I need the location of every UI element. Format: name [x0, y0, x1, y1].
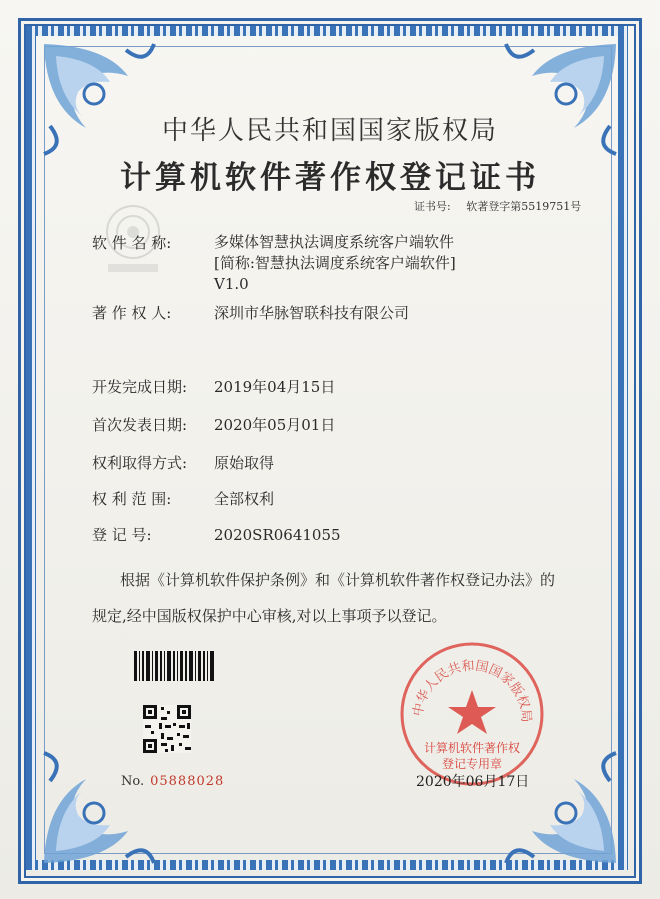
serial-label: No. [121, 774, 145, 789]
certificate-title: 计算机软件著作权登记证书 [120, 160, 540, 196]
rights-scope-value: 全部权利 [214, 490, 275, 508]
svg-text:中华人民共和国国家版权局: 中华人民共和国国家版权局 [410, 658, 534, 723]
owner-label: 著 作 权 人: [92, 304, 172, 322]
issuer-heading: 中华人民共和国国家版权局 [161, 116, 498, 146]
certificate-number [414, 198, 581, 214]
barcode-icon [134, 651, 214, 681]
software-version-line: V1.0 [214, 275, 249, 293]
statement-line: 规定,经中国版权保护中心审核,对以上事项予以登记。 [92, 607, 447, 625]
dev-date-label: 开发完成日期: [92, 378, 188, 396]
serial-value: 05888028 [150, 774, 225, 789]
rights-scope-label: 权 利 范 围: [92, 490, 172, 508]
reg-no-value: 2020SR0641055 [214, 526, 341, 544]
cert-no-value: 软著登字第5519751号 [466, 200, 582, 213]
issue-date: 2020年06月17日 [416, 774, 530, 790]
dev-date-row [92, 376, 335, 397]
software-name-value [214, 232, 456, 295]
rights-scope-row [92, 488, 274, 509]
svg-text:登记专用章: 登记专用章 [441, 757, 503, 771]
statement-paragraph [92, 562, 612, 634]
qr-code-icon [143, 705, 191, 753]
corner-ornament-icon [36, 741, 166, 871]
rights-method-label: 权利取得方式: [92, 454, 188, 472]
software-name-line: 多媒体智慧执法调度系统客户端软件 [214, 233, 455, 251]
software-name-label: 软 件 名 称: [92, 234, 172, 252]
owner-value: 深圳市华脉智联科技有限公司 [214, 304, 410, 322]
reg-no-row [92, 524, 341, 545]
serial-number [121, 774, 224, 789]
pub-date-row [92, 414, 335, 435]
rights-method-row [92, 452, 274, 473]
svg-text:计算机软件著作权: 计算机软件著作权 [423, 741, 521, 755]
software-name-row [92, 232, 214, 253]
cert-no-label: 证书号: [414, 200, 451, 213]
pub-date-value: 2020年05月01日 [214, 416, 336, 434]
official-seal-icon [398, 640, 546, 788]
pub-date-label: 首次发表日期: [92, 416, 188, 434]
rights-method-value: 原始取得 [214, 454, 275, 472]
reg-no-label: 登 记 号: [92, 526, 152, 544]
software-abbrev-line: [简称:智慧执法调度系统客户端软件] [214, 254, 456, 272]
owner-row [92, 302, 409, 323]
dev-date-value: 2019年04月15日 [214, 378, 336, 396]
statement-line: 根据《计算机软件保护条例》和《计算机软件著作权登记办法》的 [120, 571, 556, 589]
